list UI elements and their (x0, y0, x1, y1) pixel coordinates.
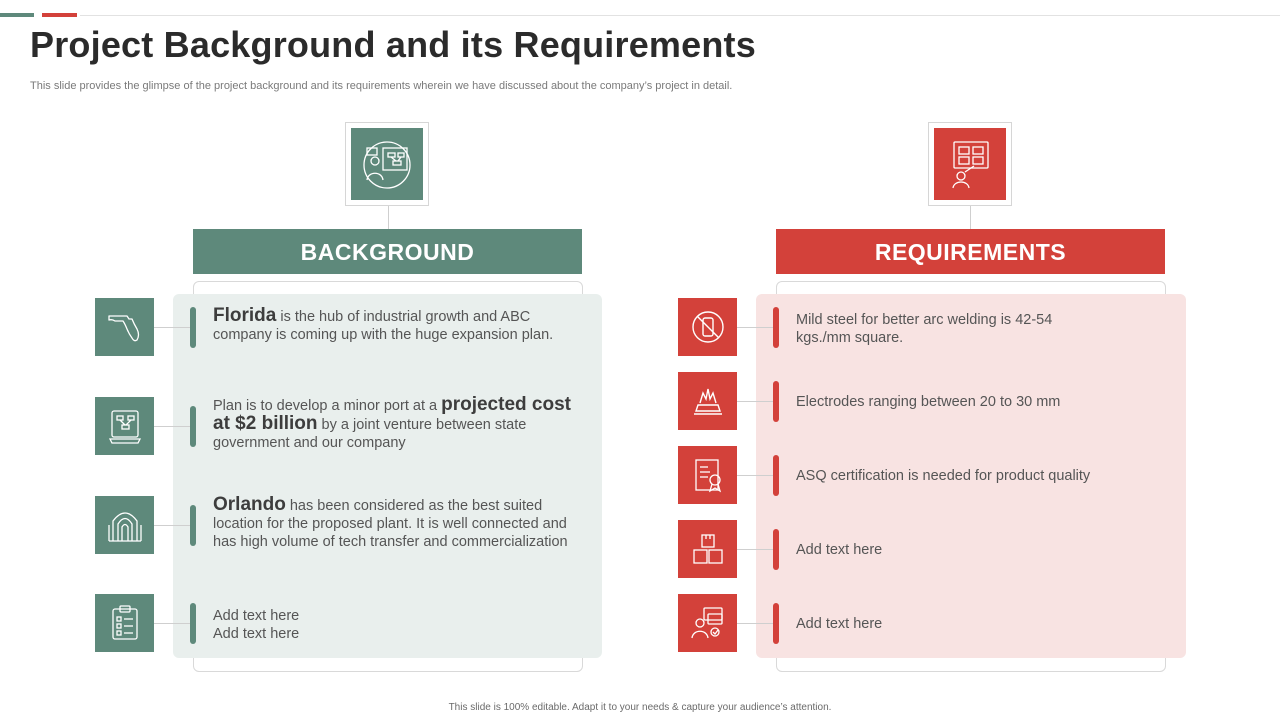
item-marker (773, 381, 779, 422)
team-discussion-icon (678, 594, 737, 652)
slide-subtitle: This slide provides the glimpse of the project background and its requirements wherein we have discussed about the company’s project in detail. (30, 80, 733, 92)
project-planning-icon (351, 128, 423, 200)
item-marker (190, 307, 196, 348)
no-welding-icon (678, 298, 737, 356)
item-marker (773, 529, 779, 570)
item-marker (190, 603, 196, 644)
background-item-1: Florida is the hub of industrial growth and ABC company is coming up with the huge expansion plan. (213, 305, 554, 343)
requirement-item-4: Add text here (796, 542, 883, 558)
slide-title: Project Background and its Requirements (30, 24, 756, 65)
certificate-icon (678, 446, 737, 504)
item-marker (190, 505, 196, 546)
florida-map-icon (95, 298, 154, 356)
presentation-board-icon (934, 128, 1006, 200)
clipboard-checklist-icon (95, 594, 154, 652)
connector-line (970, 206, 971, 229)
blueprint-plan-icon (95, 397, 154, 455)
archway-building-icon (95, 496, 154, 554)
requirement-item-1: Mild steel for better arc welding is 42-54 kgs./mm square. (796, 312, 1053, 346)
background-item-2: Plan is to develop a minor port at a projected cost at $2 billion by a joint venture between state government and our company (213, 394, 571, 451)
connector-line (388, 206, 389, 229)
background-header-icon-frame (345, 122, 429, 206)
footer-note: This slide is 100% editable. Adapt it to your needs & capture your audience’s attention. (448, 702, 832, 713)
background-item-4: Add text here Add text here (213, 608, 300, 642)
requirements-header: REQUIREMENTS (776, 229, 1165, 274)
item-marker (773, 603, 779, 644)
requirement-item-5: Add text here (796, 616, 883, 632)
item-marker (190, 406, 196, 447)
top-accent-red (42, 13, 77, 17)
top-divider (80, 15, 1280, 16)
background-panel (173, 294, 602, 658)
item-marker (773, 455, 779, 496)
electrode-spark-icon (678, 372, 737, 430)
requirements-header-icon-frame (928, 122, 1012, 206)
background-item-3: Orlando has been considered as the best suited location for the proposed plant. It is well connected and has high volume of tech transfer and commercialization (213, 494, 568, 550)
boxes-icon (678, 520, 737, 578)
requirement-item-3: ASQ certification is needed for product quality (796, 468, 1091, 484)
item-marker (773, 307, 779, 348)
background-header: BACKGROUND (193, 229, 582, 274)
top-accent-green (0, 13, 34, 17)
requirement-item-2: Electrodes ranging between 20 to 30 mm (796, 394, 1061, 410)
